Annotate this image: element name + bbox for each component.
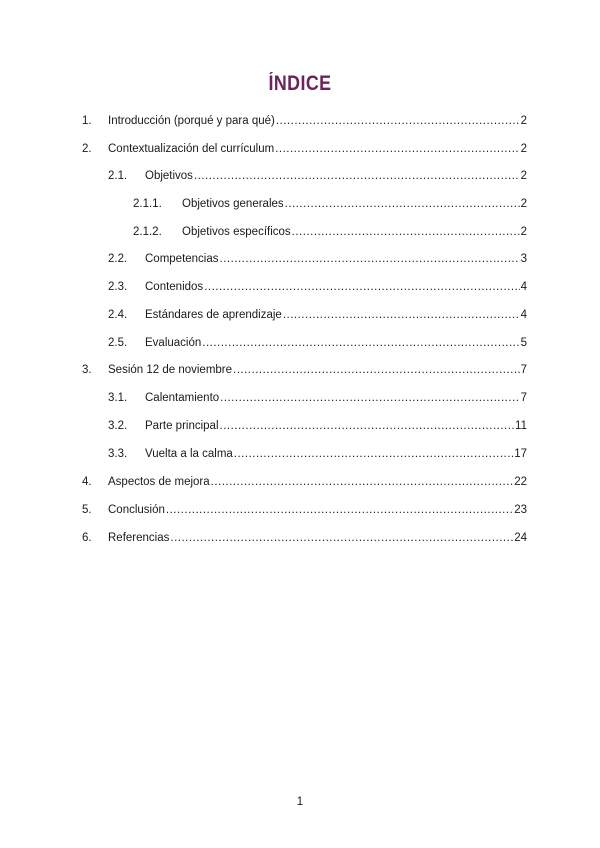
toc-label: Calentamiento xyxy=(145,392,220,404)
toc-number: 5. xyxy=(82,504,92,516)
toc-page-number: 7 xyxy=(520,364,527,376)
toc-page-number: 2 xyxy=(520,198,527,210)
toc-label: Objetivos xyxy=(145,170,193,182)
toc-page-number: 3 xyxy=(520,253,527,265)
toc-leader-dots xyxy=(204,279,519,295)
toc-label: Aspectos de mejora xyxy=(108,476,210,488)
toc-page-number: 22 xyxy=(514,476,527,488)
toc-page-number: 4 xyxy=(520,309,527,321)
toc-entry-2-1[interactable] xyxy=(108,168,527,184)
toc-number: 2.1.2. xyxy=(133,226,162,238)
toc-leader-dots xyxy=(275,141,519,157)
toc-number: 2.5. xyxy=(108,337,128,349)
toc-label: Introducción (porqué y para qué) xyxy=(108,115,275,127)
toc-leader-dots xyxy=(220,418,515,434)
toc-leader-dots xyxy=(202,335,519,351)
toc-leader-dots xyxy=(220,251,520,267)
toc-label: Vuelta a la calma xyxy=(145,448,233,460)
toc-page-number: 17 xyxy=(514,448,527,460)
toc-entry-3-1[interactable] xyxy=(108,390,527,406)
toc-entry-2-2[interactable] xyxy=(108,251,527,267)
toc-leader-dots xyxy=(292,224,520,240)
toc-entry-2-3[interactable] xyxy=(108,279,527,295)
toc-label: Contextualización del currículum xyxy=(108,143,275,155)
toc-number: 6. xyxy=(82,532,92,544)
toc-page-number: 23 xyxy=(514,504,527,516)
toc-number: 3.3. xyxy=(108,448,128,460)
toc-entry-2-1-1[interactable] xyxy=(133,196,527,212)
toc-number: 2. xyxy=(82,143,92,155)
toc-leader-dots xyxy=(220,390,519,406)
toc-entry-4[interactable] xyxy=(82,474,527,490)
toc-label: Contenidos xyxy=(145,281,204,293)
toc-leader-dots xyxy=(233,362,520,378)
toc-entry-3[interactable] xyxy=(82,362,527,378)
toc-page-number: 4 xyxy=(520,281,527,293)
toc-leader-dots xyxy=(211,474,514,490)
toc-label: Objetivos específicos xyxy=(182,226,291,238)
toc-page-number: 5 xyxy=(520,337,527,349)
toc-leader-dots xyxy=(283,307,520,323)
toc-entry-2[interactable] xyxy=(82,141,527,157)
toc-number: 3.1. xyxy=(108,392,128,404)
toc-entry-3-3[interactable] xyxy=(108,446,527,462)
toc-entry-5[interactable] xyxy=(82,502,527,518)
toc-label: Sesión 12 de noviembre xyxy=(108,364,233,376)
toc-number: 4. xyxy=(82,476,92,488)
toc-number: 2.1.1. xyxy=(133,198,162,210)
toc-entry-3-2[interactable] xyxy=(108,418,527,434)
toc-page-number: 24 xyxy=(514,532,527,544)
toc-number: 2.3. xyxy=(108,281,128,293)
toc-entry-2-1-2[interactable] xyxy=(133,224,527,240)
toc-entry-2-5[interactable] xyxy=(108,335,527,351)
toc-page-number: 2 xyxy=(520,143,527,155)
page-title: ÍNDICE xyxy=(268,72,332,95)
toc-leader-dots xyxy=(276,113,520,129)
toc-label: Evaluación xyxy=(145,337,202,349)
page-number: 1 xyxy=(296,796,304,808)
toc-number: 3. xyxy=(82,364,92,376)
toc-entry-1[interactable] xyxy=(82,113,527,129)
toc-number: 2.2. xyxy=(108,253,128,265)
toc-number: 2.1. xyxy=(108,170,128,182)
toc-number: 2.4. xyxy=(108,309,128,321)
toc-page-number: 2 xyxy=(520,115,527,127)
toc-leader-dots xyxy=(170,530,513,546)
toc-entry-6[interactable] xyxy=(82,530,527,546)
toc-entry-2-4[interactable] xyxy=(108,307,527,323)
toc-leader-dots xyxy=(166,502,513,518)
toc-leader-dots xyxy=(285,196,520,212)
toc-number: 3.2. xyxy=(108,420,128,432)
toc-label: Conclusión xyxy=(108,504,165,516)
toc-leader-dots xyxy=(234,446,513,462)
toc-page-number: 2 xyxy=(520,226,527,238)
toc-page-number: 7 xyxy=(520,392,527,404)
toc-label: Estándares de aprendizaje xyxy=(145,309,282,321)
toc-label: Parte principal xyxy=(145,420,219,432)
toc-page-number: 2 xyxy=(520,170,527,182)
toc-page-number: 11 xyxy=(515,420,527,432)
toc-label: Referencias xyxy=(108,532,170,544)
toc-leader-dots xyxy=(194,168,520,184)
toc-label: Objetivos generales xyxy=(182,198,284,210)
toc-number: 1. xyxy=(82,115,92,127)
toc-label: Competencias xyxy=(145,253,219,265)
